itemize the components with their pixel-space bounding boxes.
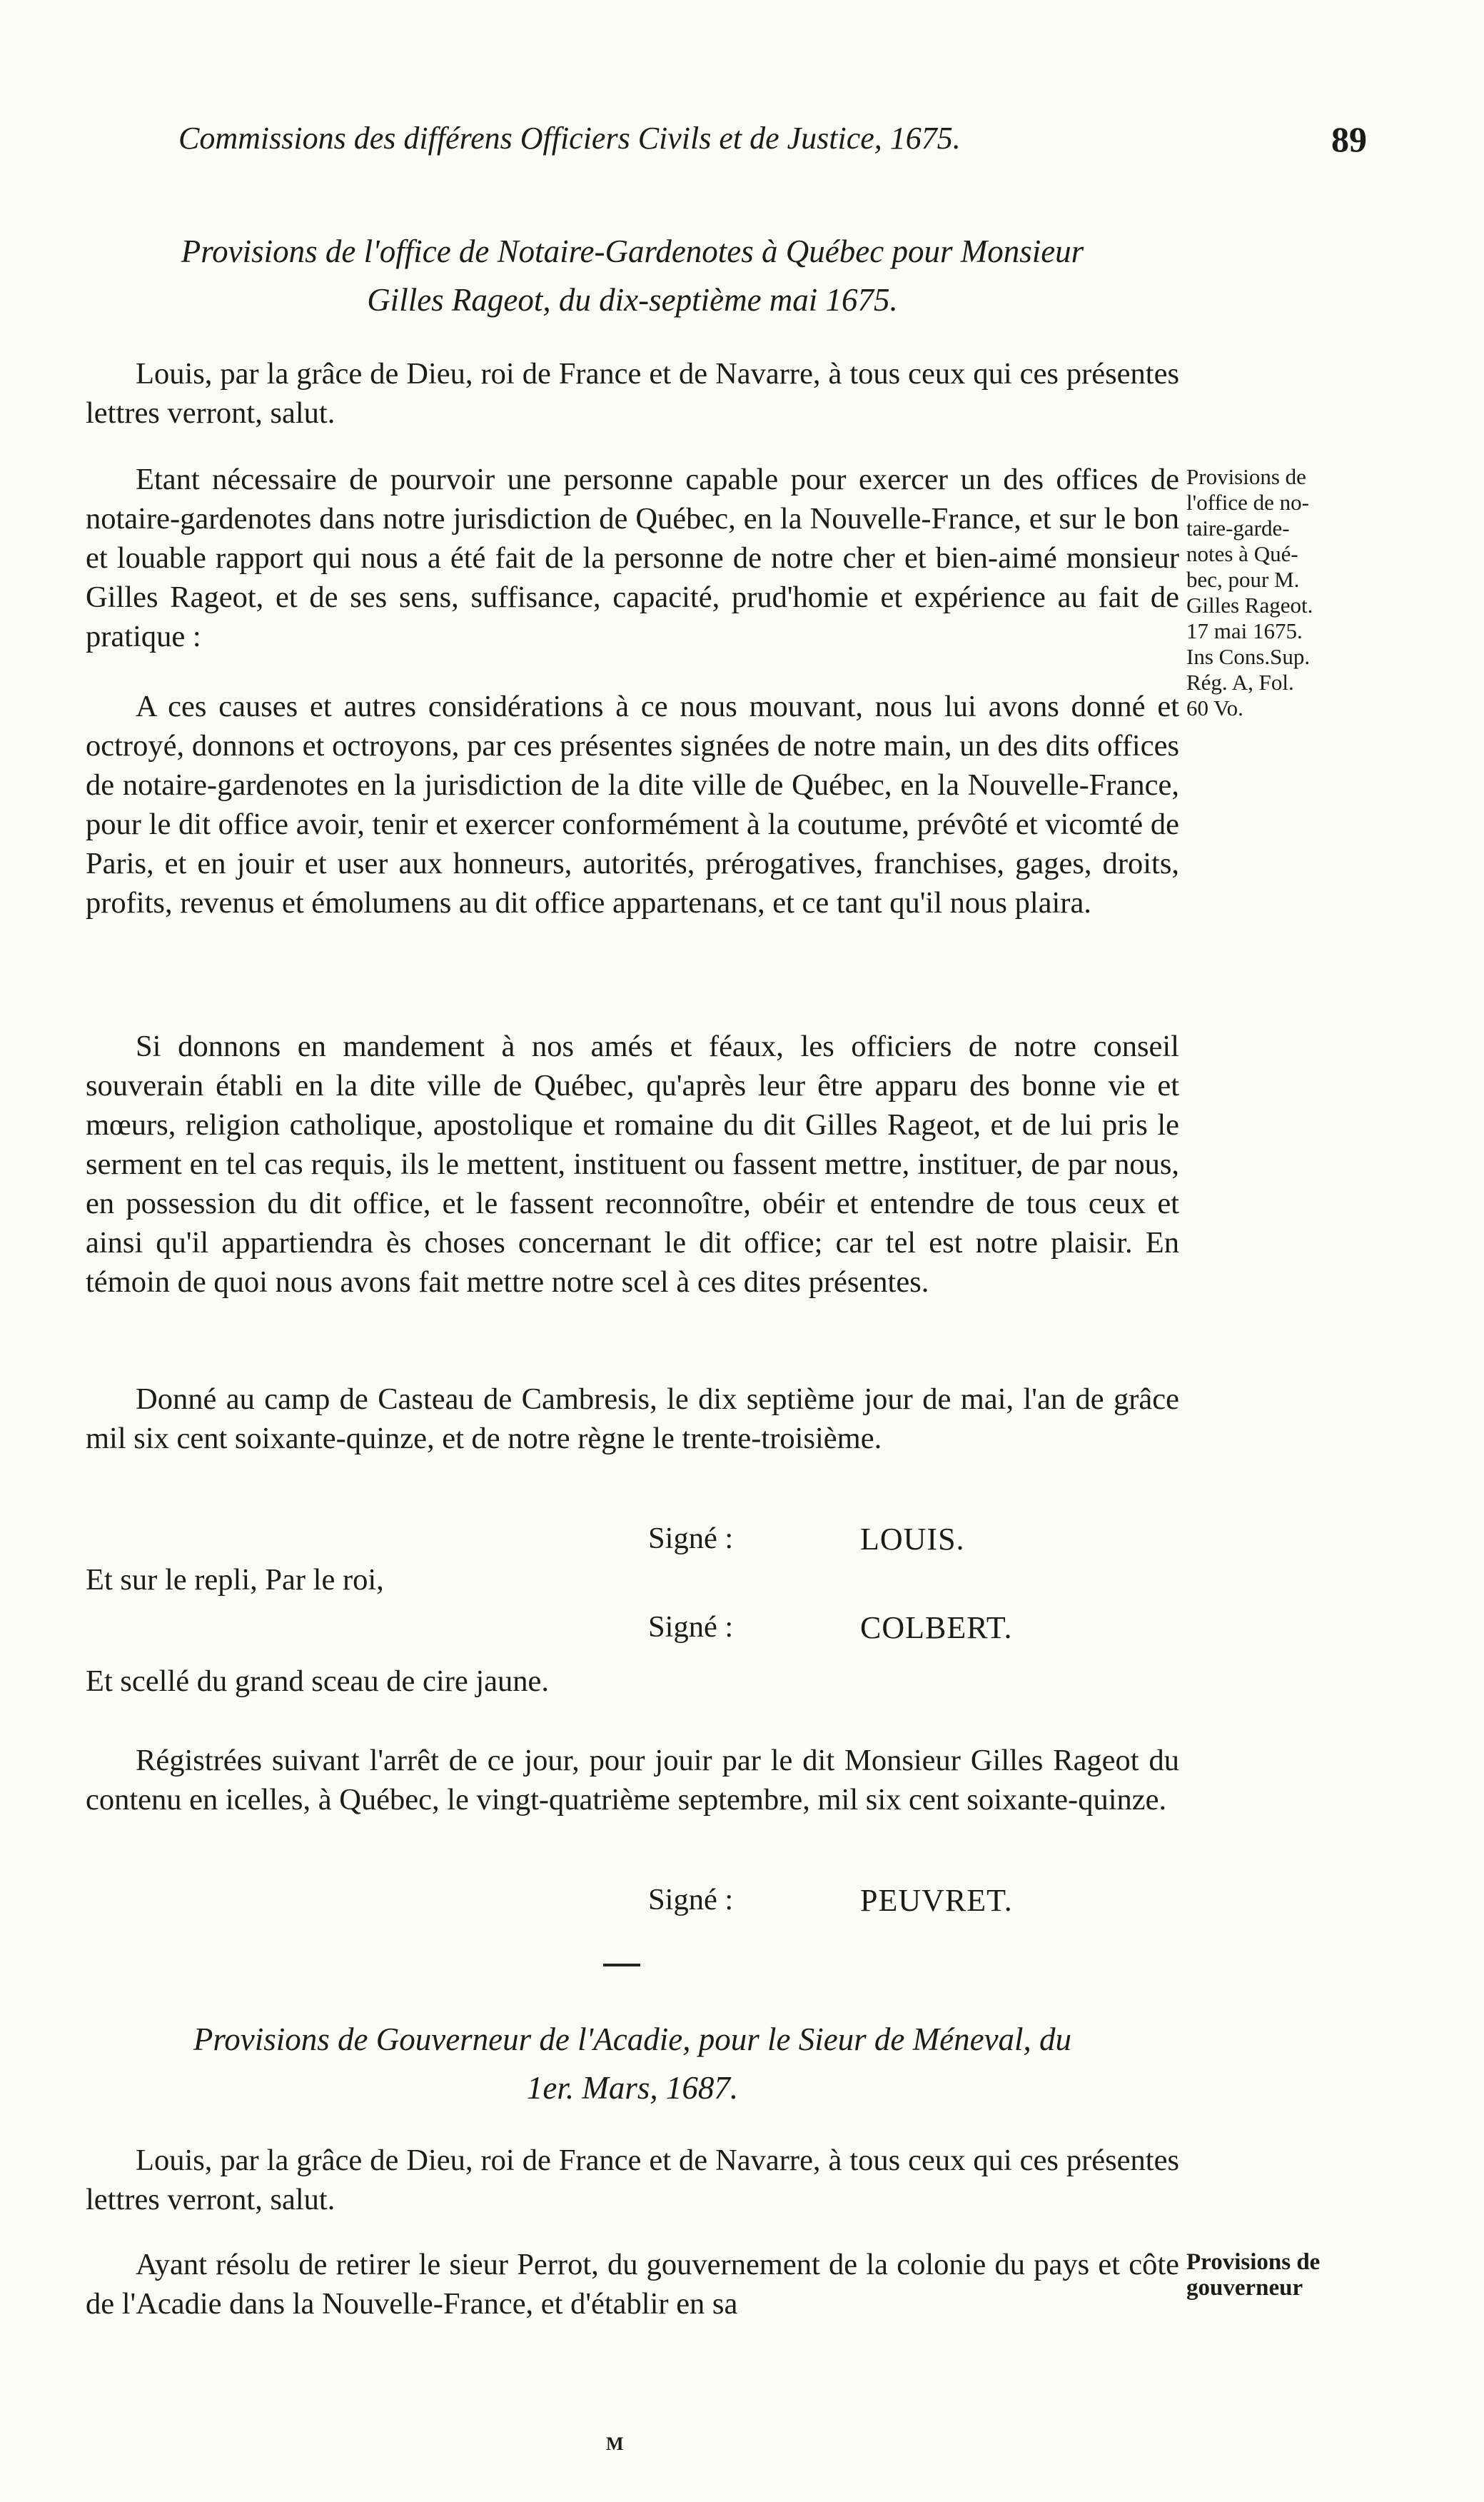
doc2-salutation: Louis, par la grâce de Dieu, roi de France et de Navarre, à tous ceux qui ces présentes lettres verront, salut. [86,2144,1179,2216]
signature-label-colbert: Signé : [648,1610,734,1644]
signature-louis: LOUIS. [860,1522,965,1557]
repli-line: Et sur le repli, Par le roi, [86,1563,384,1597]
signature-colbert: COLBERT. [860,1610,1013,1645]
margin-note-line: gouverneur [1186,2275,1303,2301]
doc1-given: Donné au camp de Casteau de Cambresis, le dix septième jour de mai, l'an de grâce mil six cent soixante-quinze, et de notre règne le trente-troisième. [86,1382,1179,1455]
margin-note-line: 60 Vo. [1186,695,1243,720]
page-number: 89 [1331,119,1367,159]
doc2-title-line1: Provisions de Gouverneur de l'Acadie, pour le Sieur de Méneval, du [193,2021,1072,2057]
seal-line: Et scellé du grand sceau de cire jaune. [86,1664,549,1698]
doc2-opening: Ayant résolu de retirer le sieur Perrot, du gouvernement de la colonie du pays et côte de l'Acadie dans la Nouvelle-France, et d'établir en sa [86,2248,1179,2321]
margin-note-line: Rég. A, Fol. [1186,670,1294,695]
margin-note-rageot [1186,464,1393,721]
margin-note-line: bec, pour M. [1186,567,1300,592]
doc1-registration: Régistrées suivant l'arrêt de ce jour, pour jouir par le dit Monsieur Gilles Rageot du contenu en icelles, à Québec, le vingt-quatrième septembre, mil six cent soixante-quinze. [86,1744,1179,1817]
doc2-title-line2: 1er. Mars, 1687. [526,2070,739,2106]
margin-note-line: Gilles Rageot. [1186,593,1313,618]
doc1-salutation: Louis, par la grâce de Dieu, roi de France et de Navarre, à tous ceux qui ces présentes lettres verront, salut. [86,357,1179,430]
signature-mark: M [606,2433,624,2454]
signature-label-louis: Signé : [648,1522,734,1555]
margin-note-line: taire-garde- [1186,516,1290,541]
doc1-mandate: Si donnons en mandement à nos amés et féaux, les officiers de notre conseil souverain établi en la dite ville de Québec, qu'après leur être apparu des bonne vie et mœurs, religion catholique, apostolique et romaine du dit Gilles Rageot, et de lui pris le serment en tel cas requis, ils le mettent, instituent ou fassent mettre, instituer, de par nous, en possession du dit office, et le fassent reconnoître, obéir et entendre de tous ceux et ainsi qu'il appartiendra ès choses concernant le dit office; car tel est notre plaisir. En témoin de quoi nous avons fait mettre notre scel à ces dites présentes. [86,1030,1179,1299]
doc1-grant: A ces causes et autres considérations à ce nous mouvant, nous lui avons donné et octroyé, donnons et octroyons, par ces présentes signées de notre main, un des dits offices de notaire-gardenotes en la jurisdiction de la dite ville de Québec, en la Nouvelle-France, pour le dit office avoir, tenir et exercer conformément à la coutume, prévôté et vicomté de Paris, et en jouir et user aux honneurs, autorités, prérogatives, franchises, gages, droits, profits, revenus et émolumens au dit office appartenans, et ce tant qu'il nous plaira. [86,690,1179,920]
doc1-title-line1: Provisions de l'office de Notaire-Gardenotes à Québec pour Monsieur [181,233,1084,269]
margin-note-line: notes à Qué- [1186,541,1298,566]
doc1-preamble: Etant nécessaire de pourvoir une personne capable pour exercer un des offices de notaire-gardenotes dans notre jurisdiction de Québec, en la Nouvelle-France, et sur le bon et louable rapport qui nous a été fait de la personne de notre cher et bien-aimé monsieur Gilles Rageot, et de ses sens, suffisance, capacité, prud'homie et expérience au fait de pratique : [86,463,1179,653]
margin-note-line: Ins Cons.Sup. [1186,644,1311,669]
section-divider [603,1964,640,1966]
margin-note-meneval [1186,2249,1393,2301]
margin-note-line: Provisions de [1186,464,1306,489]
margin-note-line: 17 mai 1675. [1186,618,1303,643]
margin-note-line: l'office de no- [1186,490,1309,515]
margin-note-line: Provisions de [1186,2249,1321,2275]
running-header: Commissions des différens Officiers Civils et de Justice, 1675. [178,121,961,156]
doc1-title-line2: Gilles Rageot, du dix-septième mai 1675. [367,282,898,318]
signature-peuvret: PEUVRET. [860,1883,1013,1918]
signature-label-peuvret: Signé : [648,1883,734,1916]
